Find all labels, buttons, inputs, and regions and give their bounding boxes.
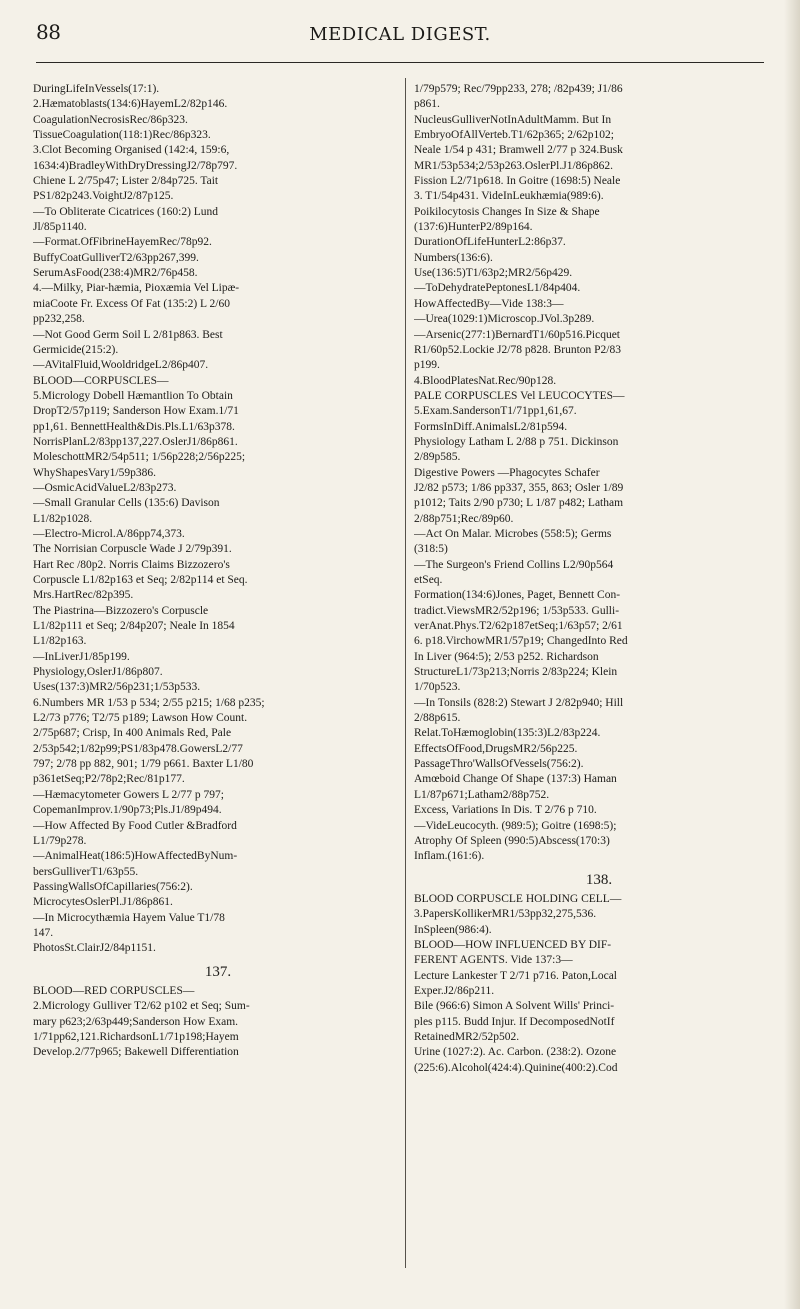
index-line: BLOOD CORPUSCLE HOLDING CELL— — [414, 892, 622, 905]
index-line: L1/79p278. — [33, 834, 87, 847]
index-line: p861. — [414, 98, 440, 111]
index-line: DuringLifeInVessels(17:1). — [33, 83, 160, 95]
index-line: 147. — [33, 926, 54, 939]
index-line: Mrs.HartRec/82p395. — [33, 589, 134, 602]
index-line: ples p115. Budd Injur. If DecomposedNotIf — [414, 1015, 615, 1028]
index-line: 4.—Milky, Piar-hæmia, Pioxæmia Vel Lipæ- — [33, 282, 240, 295]
index-line: CoagulationNecrosisRec/86p323. — [33, 113, 188, 126]
index-line: Jl/85p1140. — [33, 221, 87, 234]
index-line: 2/53p542;1/82p99;PS1/83p478.GowersL2/77 — [33, 742, 243, 755]
index-line: EffectsOfFood,DrugsMR2/56p225. — [414, 742, 578, 755]
index-line: 797; 2/78 pp 882, 901; 1/79 p661. Baxter L1/80 — [33, 758, 254, 771]
index-line: p1012; Taits 2/90 p730; L 1/87 p482; Latham — [414, 497, 624, 510]
index-line: verAnat.Phys.T2/62p187etSeq;1/63p57; 2/61 — [414, 620, 623, 633]
index-line: Hart Rec /80p2. Norris Claims Bizzozero's — [33, 558, 230, 571]
index-line: —InLiverJ1/85p199. — [33, 650, 130, 663]
index-line: PS1/82p243.VoightJ2/87p125. — [33, 190, 174, 203]
index-line: —Act On Malar. Microbes (558:5); Germs — [414, 527, 612, 540]
index-line: 1/70p523. — [414, 681, 461, 694]
index-line: DurationOfLifeHunterL2:86p37. — [414, 236, 566, 249]
index-line: DropT2/57p119; Sanderson How Exam.1/71 — [33, 405, 239, 418]
index-line: —Urea(1029:1)Microscop.JVol.3p289. — [414, 313, 595, 326]
index-line: 4.BloodPlatesNat.Rec/90p128. — [414, 374, 557, 387]
index-line: Fission L2/71p618. In Goitre (1698:5) Neale — [414, 175, 621, 188]
index-line: —The Surgeon's Friend Collins L2/90p564 — [414, 558, 614, 571]
index-line: WhyShapesVary1/59p386. — [33, 466, 156, 479]
index-line: InSpleen(986:4). — [414, 923, 492, 936]
index-line: RetainedMR2/52p502. — [414, 1030, 520, 1043]
index-line: HowAffectedBy—Vide 138:3— — [414, 297, 564, 310]
index-line: MoleschottMR2/54p511; 1/56p228;2/56p225; — [33, 451, 246, 464]
index-line: —To Obliterate Cicatrices (160:2) Lund — [33, 205, 219, 218]
index-line: 3. T1/54p431. VideInLeukhæmia(989:6). — [414, 190, 604, 203]
index-line: L1/82p163. — [33, 635, 87, 648]
index-line: 1/79p579; Rec/79pp233, 278; /82p439; J1/86 — [414, 83, 623, 95]
index-line: 2/88p751;Rec/89p60. — [414, 512, 514, 525]
section-number: 137. — [204, 963, 232, 980]
index-line: Numbers(136:6). — [414, 251, 493, 264]
index-line: BLOOD—HOW INFLUENCED BY DIF- — [414, 938, 612, 951]
index-line: CopemanImprov.1/90p73;Pls.J1/89p494. — [33, 804, 222, 817]
index-line: PALE CORPUSCLES Vel LEUCOCYTES— — [414, 389, 625, 402]
section-number: 138. — [585, 871, 613, 888]
index-line: FormsInDiff.AnimalsL2/81p594. — [414, 420, 568, 433]
index-line: 1/71pp62,121.RichardsonL1/71p198;Hayem — [33, 1030, 239, 1043]
index-line: pp1,61. BennettHealth&Dis.Pls.L1/63p378. — [33, 420, 235, 433]
index-line: 2/75p687; Crisp, In 400 Animals Red, Pale — [33, 727, 232, 740]
index-line: 2.Hæmatoblasts(134:6)HayemL2/82p146. — [33, 98, 228, 111]
index-line: R1/60p52.Lockie J2/78 p828. Brunton P2/83 — [414, 343, 621, 356]
index-line: —VideLeucocyth. (989:5); Goitre (1698:5); — [414, 819, 617, 832]
index-line: p199. — [414, 359, 440, 372]
index-line: PhotosSt.ClairJ2/84p1151. — [33, 942, 156, 955]
index-line: mary p623;2/63p449;Sanderson How Exam. — [33, 1015, 239, 1028]
index-line: —Not Good Germ Soil L 2/81p863. Best — [33, 328, 223, 341]
right-column — [414, 82, 784, 1076]
index-line: Lecture Lankester T 2/71 p716. Paton,Local — [414, 969, 618, 982]
column-divider — [405, 78, 406, 1268]
index-line: FERENT AGENTS. Vide 137:3— — [414, 954, 573, 967]
index-line: Develop.2/77p965; Bakewell Differentiation — [33, 1046, 239, 1059]
index-line: L1/82p1028. — [33, 512, 93, 525]
index-line: Neale 1/54 p 431; Bramwell 2/77 p 324.Busk — [414, 144, 623, 157]
index-line: SerumAsFood(238:4)MR2/76p458. — [33, 267, 198, 280]
index-line: 3.Clot Becoming Organised (142:4, 159:6, — [33, 144, 230, 157]
index-line: Physiology,OslerJ1/86p807. — [33, 666, 163, 679]
index-line: L2/73 p776; T2/75 p189; Lawson How Count. — [33, 712, 248, 725]
index-line: (225:6).Alcohol(424:4).Quinine(400:2).Cod — [414, 1061, 618, 1074]
index-line: miaCoote Fr. Excess Of Fat (135:2) L 2/60 — [33, 297, 230, 310]
index-line: MR1/53p534;2/53p263.OslerPl.J1/86p862. — [414, 159, 614, 172]
index-line: —Electro-Microl.A/86pp74,373. — [33, 527, 185, 540]
index-line: 2/88p615. — [414, 712, 461, 725]
index-line: PassageThro'WallsOfVessels(756:2). — [414, 758, 584, 771]
index-line: —Format.OfFibrineHayemRec/78p92. — [33, 236, 212, 249]
index-line: Chiene L 2/75p47; Lister 2/84p725. Tait — [33, 175, 219, 188]
index-line: 6. p18.VirchowMR1/57p19; ChangedInto Red — [414, 635, 628, 648]
index-line: Atrophy Of Spleen (990:5)Abscess(170:3) — [414, 834, 610, 847]
index-line: p361etSeq;P2/78p2;Rec/81p177. — [33, 773, 185, 786]
index-line: L1/87p671;Latham2/88p752. — [414, 788, 550, 801]
index-line: TissueCoagulation(118:1)Rec/86p323. — [33, 129, 211, 142]
index-line: —OsmicAcidValueL2/83p273. — [33, 481, 177, 494]
index-line: Bile (966:6) Simon A Solvent Wills' Princi- — [414, 1000, 615, 1013]
index-line: 6.Numbers MR 1/53 p 534; 2/55 p215; 1/68 p235; — [33, 696, 265, 709]
index-line: PassingWallsOfCapillaries(756:2). — [33, 880, 193, 893]
index-line: (137:6)HunterP2/89p164. — [414, 221, 533, 234]
index-line: EmbryoOfAllVerteb.T1/62p365; 2/62p102; — [414, 129, 614, 142]
index-line: 1634:4)BradleyWithDryDressingJ2/78p797. — [33, 159, 238, 172]
index-line: Amœboid Change Of Shape (137:3) Haman — [414, 773, 617, 786]
index-line: The Norrisian Corpuscle Wade J 2/79p391. — [33, 543, 232, 556]
index-line: MicrocytesOslerPl.J1/86p861. — [33, 896, 173, 909]
index-line: BLOOD—RED CORPUSCLES— — [33, 984, 195, 997]
index-line: 2/89p585. — [414, 451, 461, 464]
index-line: Physiology Latham L 2/88 p 751. Dickinson — [414, 435, 619, 448]
index-line: NorrisPlanL2/83pp137,227.OslerJ1/86p861. — [33, 435, 238, 448]
index-line: —Small Granular Cells (135:6) Davison — [33, 497, 220, 510]
index-line: Digestive Powers —Phagocytes Schafer — [414, 466, 600, 479]
index-line: Formation(134:6)Jones, Paget, Bennett Con- — [414, 589, 621, 602]
index-line: (318:5) — [414, 543, 448, 556]
index-line: 5.Micrology Dobell Hæmantlion To Obtain — [33, 389, 233, 402]
index-line: —AnimalHeat(186:5)HowAffectedByNum- — [33, 850, 238, 863]
index-line: The Piastrina—Bizzozero's Corpuscle — [33, 604, 209, 617]
index-line: 5.Exam.SandersonT1/71pp1,61,67. — [414, 405, 577, 418]
index-line: Corpuscle L1/82p163 et Seq; 2/82p114 et Seq. — [33, 574, 248, 586]
index-line: Relat.ToHæmoglobin(135:3)L2/83p224. — [414, 727, 601, 740]
index-line: 3.PapersKollikerMR1/53pp32,275,536. — [414, 908, 597, 921]
index-line: Poikilocytosis Changes In Size & Shape — [414, 205, 600, 218]
left-column — [33, 82, 403, 1061]
index-line: —Hæmacytometer Gowers L 2/77 p 797; — [33, 788, 224, 801]
index-line: —AVitalFluid,WooldridgeL2/86p407. — [33, 359, 209, 372]
index-line: —Arsenic(277:1)BernardT1/60p516.Picquet — [414, 328, 620, 341]
index-line: Exper.J2/86p211. — [414, 984, 495, 997]
index-line: 2.Micrology Gulliver T2/62 p102 et Seq; Sum- — [33, 1000, 250, 1013]
page-number: 88 — [36, 20, 61, 44]
index-line: —In Microcythæmia Hayem Value T1/78 — [33, 911, 225, 924]
index-line: pp232,258. — [33, 313, 85, 326]
page-edge-shadow — [784, 0, 800, 1309]
index-line: BuffyCoatGulliverT2/63pp267,399. — [33, 251, 199, 264]
index-line: J2/82 p573; 1/86 pp337, 355, 863; Osler 1/89 — [414, 481, 624, 494]
index-line: Use(136:5)T1/63p2;MR2/56p429. — [414, 267, 573, 280]
index-line: Excess, Variations In Dis. T 2/76 p 710. — [414, 804, 597, 817]
index-line: StructureL1/73p213;Norris 2/83p224; Klein — [414, 666, 618, 679]
index-line: BLOOD—CORPUSCLES— — [33, 374, 169, 387]
index-line: —ToDehydratePeptonesL1/84p404. — [414, 282, 581, 295]
index-line: tradict.ViewsMR2/52p196; 1/53p533. Gulli- — [414, 604, 620, 617]
index-line: —In Tonsils (828:2) Stewart J 2/82p940; Hill — [414, 696, 624, 709]
index-line: Urine (1027:2). Ac. Carbon. (238:2). Ozone — [414, 1046, 617, 1059]
index-line: Germicide(215:2). — [33, 343, 119, 356]
index-line: —How Affected By Food Cutler &Bradford — [33, 819, 237, 832]
header-rule — [36, 62, 764, 63]
index-line: In Liver (964:5); 2/53 p252. Richardson — [414, 650, 599, 663]
running-head: MEDICAL DIGEST. — [309, 24, 491, 45]
index-line: bersGulliverT1/63p55. — [33, 865, 139, 878]
index-line: L1/82p111 et Seq; 2/84p207; Neale In 1854 — [33, 620, 235, 633]
index-line: etSeq. — [414, 574, 443, 586]
index-line: Uses(137:3)MR2/56p231;1/53p533. — [33, 681, 201, 694]
index-line: NucleusGulliverNotInAdultMamm. But In — [414, 113, 612, 126]
index-line: Inflam.(161:6). — [414, 850, 485, 863]
